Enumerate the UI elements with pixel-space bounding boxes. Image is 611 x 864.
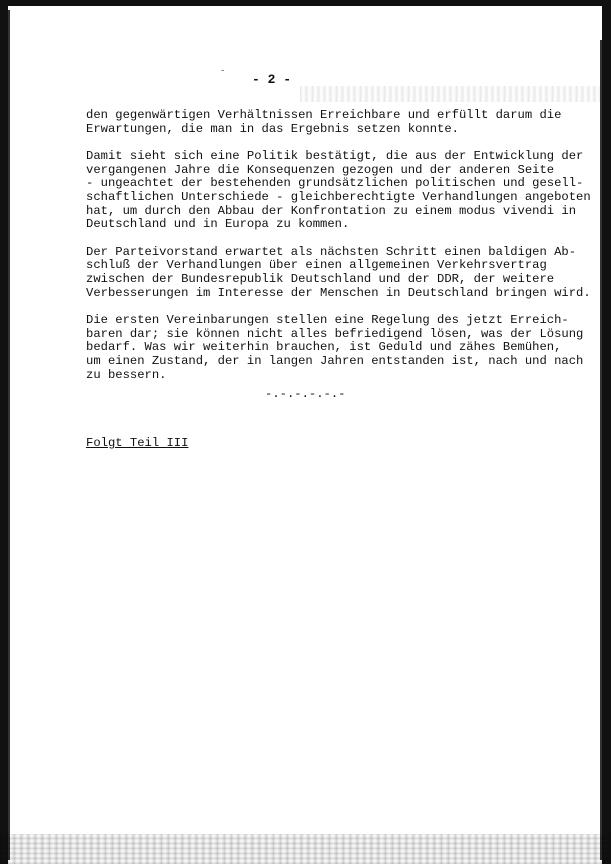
scan-border-left	[0, 0, 8, 864]
paragraph-3	[86, 244, 591, 300]
text-line: Erwartungen, die man in das Ergebnis setzen konnte.	[86, 121, 459, 136]
text-line: - ungeachtet der bestehenden grundsätzlichen politischen und gesell-	[86, 176, 584, 191]
followup-note: Folgt Teil III	[86, 436, 189, 450]
scan-border-right-inner	[600, 40, 602, 860]
text-line: baren dar; sie können nicht alles befriedigend lösen, was der Lösung	[86, 326, 584, 341]
text-line: um einen Zustand, der in langen Jahren entstanden ist, nach und nach	[86, 353, 584, 368]
text-line: Damit sieht sich eine Politik bestätigt, die aus der Entwicklung der	[86, 149, 584, 164]
scan-noise-top	[300, 86, 600, 102]
text-line: Deutschland und in Europa zu kommen.	[86, 217, 350, 232]
page-number: - 2 -	[252, 72, 292, 87]
text-line: den gegenwärtigen Verhältnissen Erreichbare und erfüllt darum die	[86, 108, 562, 122]
text-line: schaftlichen Unterschiede - gleichberechtigte Verhandlungen angeboten	[86, 189, 591, 204]
text-line: hat, um durch den Abbau der Konfrontation zu einem modus vivendi in	[86, 203, 577, 218]
text-line: Der Parteivorstand erwartet als nächsten Schritt einen baldigen Ab-	[86, 244, 577, 259]
paragraph-1	[86, 109, 586, 136]
text-line: zwischen der Bundesrepublik Deutschland und der DDR, der weitere	[86, 271, 555, 286]
paragraph-4	[86, 314, 586, 382]
text-line: zu bessern.	[86, 367, 167, 382]
scan-noise-bottom	[0, 834, 611, 864]
scan-border-left-inner	[8, 10, 10, 860]
body-text	[86, 108, 591, 396]
top-mark: -	[220, 66, 226, 76]
scan-border-top	[0, 0, 611, 6]
text-line: schluß der Verhandlungen über einen allgemeinen Verkehrsvertrag	[86, 258, 547, 273]
paragraph-2	[86, 149, 591, 232]
text-line: Verbesserungen im Interesse der Menschen in Deutschland bringen wird.	[86, 285, 591, 300]
text-line: Die ersten Vereinbarungen stellen eine Regelung des jetzt Erreich-	[86, 313, 569, 328]
text-line: bedarf. Was wir weiterhin brauchen, ist Geduld und zähes Bemühen,	[86, 340, 562, 355]
section-separator: -.-.-.-.-.-	[265, 387, 346, 401]
scan-border-right	[602, 0, 611, 864]
text-line: vergangenen Jahre die Konsequenzen gezogen und der anderen Seite	[86, 162, 555, 177]
